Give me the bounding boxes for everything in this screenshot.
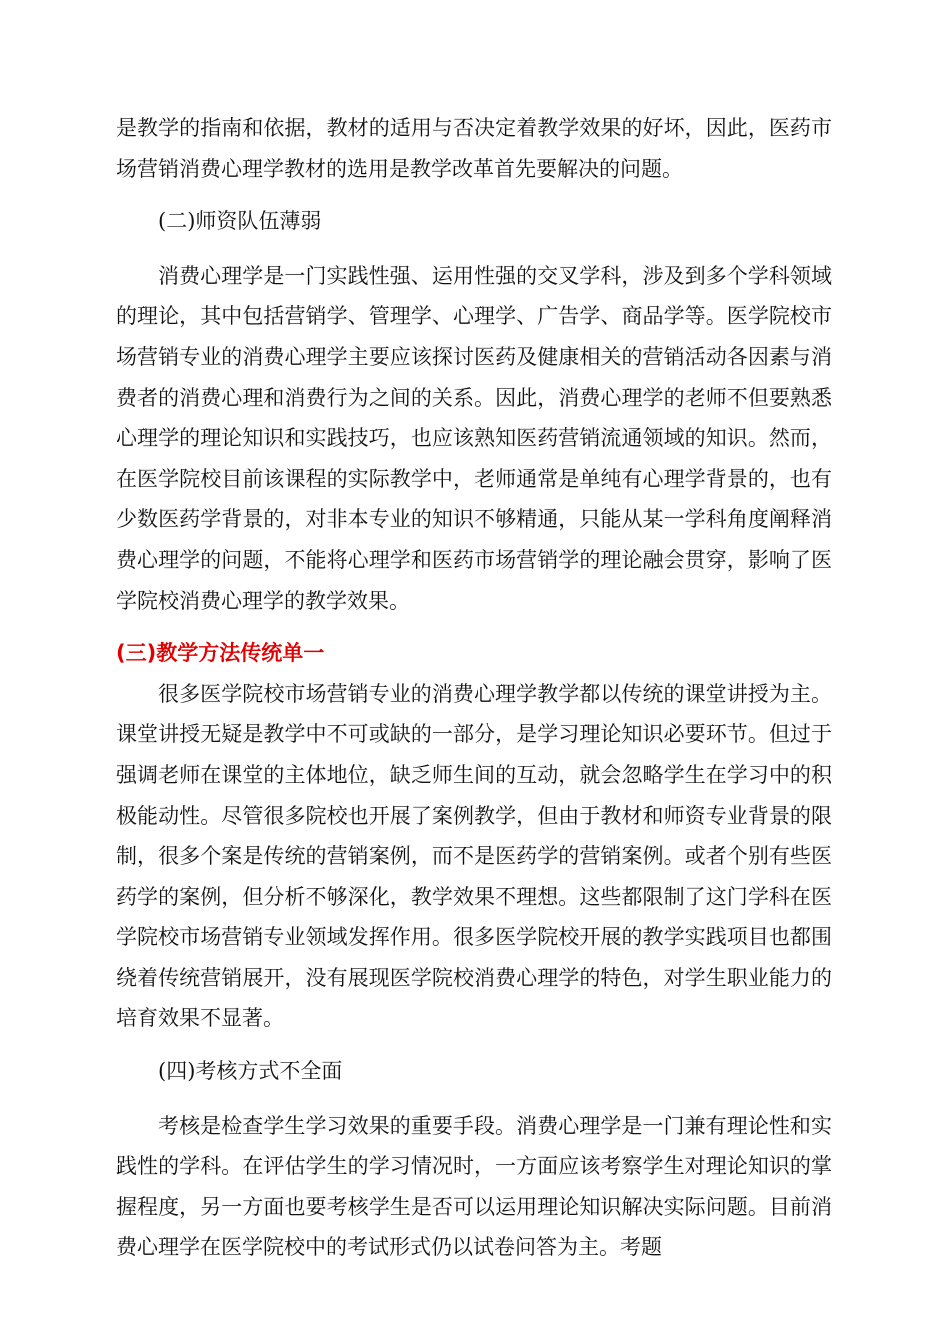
section-heading-2: (二)师资队伍薄弱 bbox=[158, 209, 322, 234]
paragraph-assessment: 考核是检查学生学习效果的重要手段。消费心理学是一门兼有理论性和实践性的学科。在评估学生的学习情况时，一方面应该考察学生对理论知识的掌握程度，另一方面也要考核学生是否可以运用理论知识解决实际问题。目前消费心理学在医学院校中的考试形式仍以试卷问答为主。考题 bbox=[116, 1113, 832, 1260]
section-heading-4: (四)考核方式不全面 bbox=[158, 1059, 343, 1084]
paragraph-continuation: 是教学的指南和依据，教材的适用与否决定着教学效果的好坏，因此，医药市场营销消费心理学教材的选用是教学改革首先要解决的问题。 bbox=[116, 116, 832, 181]
section-heading-3: (三)教学方法传统单一 bbox=[116, 641, 325, 666]
document-body bbox=[116, 108, 832, 1268]
paragraph-teaching-methods: 很多医学院校市场营销专业的消费心理学教学都以传统的课堂讲授为主。课堂讲授无疑是教学中不可或缺的一部分，是学习理论知识必要环节。但过于强调老师在课堂的主体地位，缺乏师生间的互动，就会忽略学生在学习中的积极能动性。尽管很多院校也开展了案例教学，但由于教材和师资专业背景的限制，很多个案是传统的营销案例，而不是医药学的营销案例。或者个别有些医药学的案例，但分析不够深化，教学效果不理想。这些都限制了这门学科在医学院校市场营销专业领域发挥作用。很多医学院校开展的教学实践项目也都围绕着传统营销展开，没有展现医学院校消费心理学的特色，对学生职业能力的培育效果不显著。 bbox=[116, 681, 832, 1031]
paragraph-faculty: 消费心理学是一门实践性强、运用性强的交叉学科，涉及到多个学科领域的理论，其中包括营销学、管理学、心理学、广告学、商品学等。医学院校市场营销专业的消费心理学主要应该探讨医药及健康相关的营销活动各因素与消费者的消费心理和消费行为之间的关系。因此，消费心理学的老师不但要熟悉心理学的理论知识和实践技巧，也应该熟知医药营销流通领域的知识。然而，在医学院校目前该课程的实际教学中，老师通常是单纯有心理学背景的，也有少数医药学背景的，对非本专业的知识不够精通，只能从某一学科角度阐释消费心理学的问题，不能将心理学和医药市场营销学的理论融会贯穿，影响了医学院校消费心理学的教学效果。 bbox=[116, 263, 832, 613]
